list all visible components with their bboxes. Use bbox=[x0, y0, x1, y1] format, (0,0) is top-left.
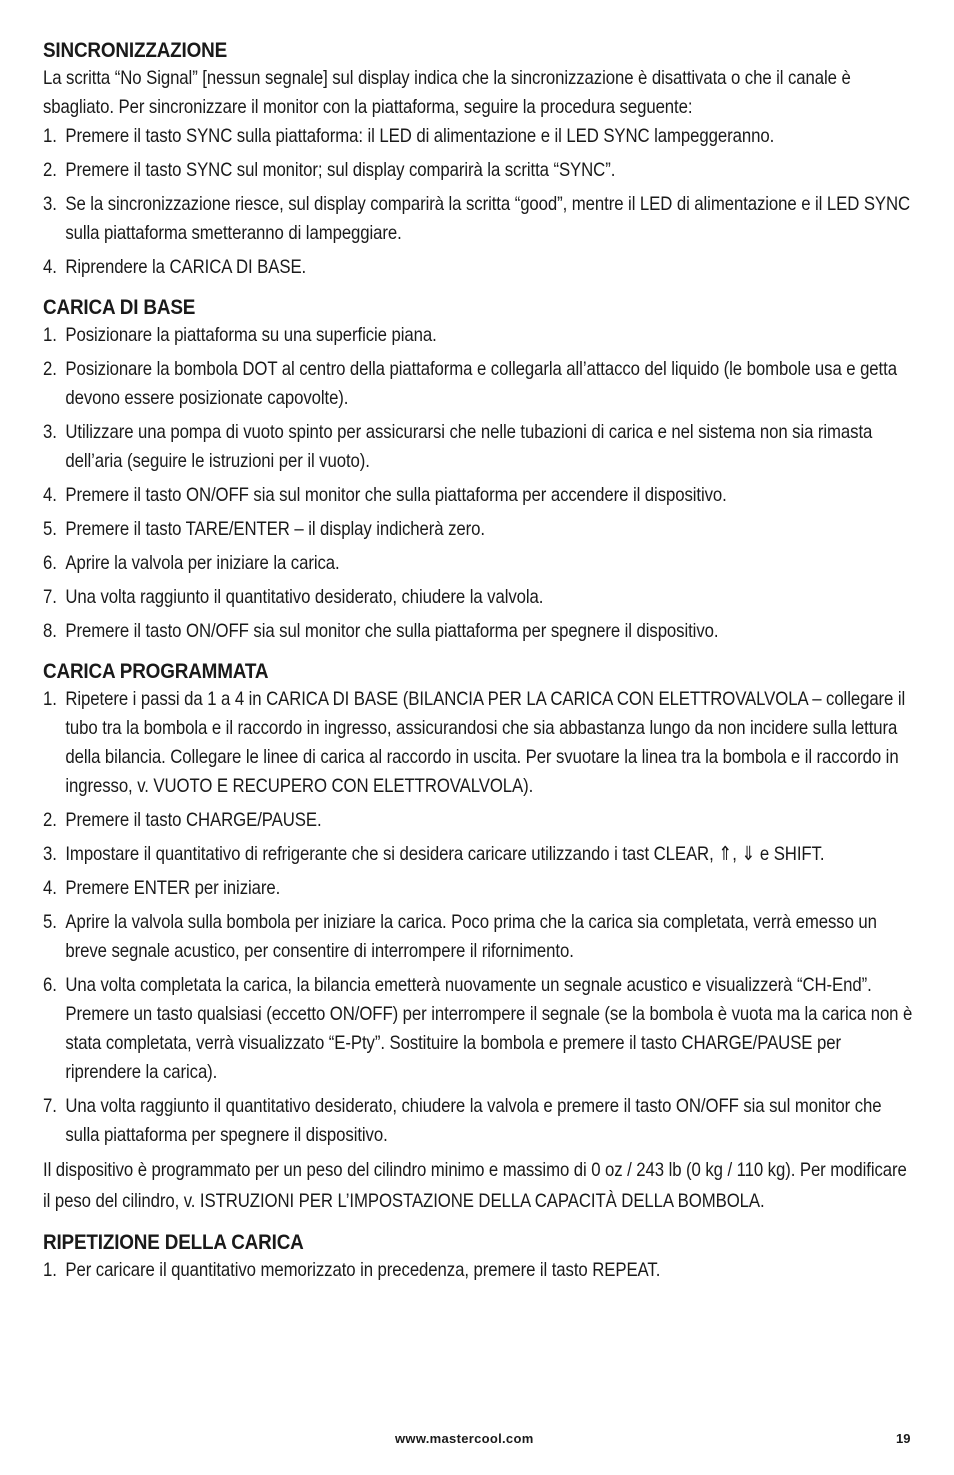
step-number: 5. bbox=[43, 911, 57, 933]
step-number: 3. bbox=[43, 843, 57, 865]
step-item bbox=[43, 806, 913, 835]
step-number: 3. bbox=[43, 193, 57, 215]
step-number: 1. bbox=[43, 324, 57, 346]
step-text: Una volta raggiunto il quantitativo desiderato, chiudere la valvola e premere il tasto ON/OFF sia sul monitor che sulla piattaforma per spegnere il dispositivo. bbox=[65, 1095, 882, 1146]
section-heading: RIPETIZIONE DELLA CARICA bbox=[43, 1231, 304, 1254]
step-item bbox=[43, 190, 913, 248]
step-text: Premere il tasto ON/OFF sia sul monitor che sulla piattaforma per spegnere il dispositivo. bbox=[65, 620, 719, 642]
steps-list bbox=[43, 685, 915, 1150]
step-number: 1. bbox=[43, 688, 57, 710]
step-text: Impostare il quantitativo di refrigerante che si desidera caricare utilizzando i tast CLEAR, ⇑, ⇓ e SHIFT. bbox=[65, 843, 825, 865]
step-item bbox=[43, 418, 913, 476]
step-text: Una volta completata la carica, la bilancia emetterà nuovamente un segnale acustico e visualizzerà “CH-End”. Premere un tasto qualsiasi (eccetto ON/OFF) per interrompere il segnale (se la bombola è vuota ma la carica non è stata completata, verrà visualizzato “E-Pty”. Sostituire la bombola e premere il tasto CHARGE/PAUSE per riprendere la carica). bbox=[65, 974, 913, 1083]
page-footer bbox=[0, 1431, 954, 1447]
footer-url: www.mastercool.com bbox=[395, 1431, 534, 1446]
step-number: 7. bbox=[43, 586, 57, 608]
step-number: 2. bbox=[43, 809, 57, 831]
section-sincronizzazione bbox=[43, 38, 915, 282]
steps-list bbox=[43, 321, 915, 646]
step-number: 5. bbox=[43, 518, 57, 540]
step-item bbox=[43, 874, 913, 903]
section-outro: Il dispositivo è programmato per un peso del cilindro minimo e massimo di 0 oz / 243 lb (0 kg / 110 kg). Per modificare il peso del cilindro, v. ISTRUZIONI PER L’IMPOSTAZIONE DELLA CAPACITÀ DELLA BOMBOLA. bbox=[43, 1159, 907, 1212]
step-text: Posizionare la piattaforma su una superficie piana. bbox=[65, 324, 437, 346]
manual-page bbox=[43, 38, 915, 1298]
step-text: Premere il tasto SYNC sulla piattaforma: il LED di alimentazione e il LED SYNC lampeggeranno. bbox=[65, 125, 775, 147]
step-number: 4. bbox=[43, 484, 57, 506]
step-text: Utilizzare una pompa di vuoto spinto per assicurarsi che nelle tubazioni di carica e nel sistema non sia rimasta dell’aria (seguire le istruzioni per il vuoto). bbox=[65, 421, 873, 472]
step-text: Premere il tasto ON/OFF sia sul monitor che sulla piattaforma per accendere il dispositivo. bbox=[65, 484, 727, 506]
step-number: 2. bbox=[43, 159, 57, 181]
step-number: 1. bbox=[43, 1259, 57, 1281]
steps-list bbox=[43, 122, 915, 282]
section-ripetizione-della-carica bbox=[43, 1230, 915, 1285]
step-text: Una volta raggiunto il quantitativo desiderato, chiudere la valvola. bbox=[65, 586, 544, 608]
step-item bbox=[43, 971, 913, 1087]
step-item bbox=[43, 840, 913, 869]
step-text: Ripetere i passi da 1 a 4 in CARICA DI BASE (BILANCIA PER LA CARICA CON ELETTROVALVOLA – collegare il tubo tra la bombola e il raccordo in ingresso, assicurandosi che sia abbastanza lungo da non incidere sulla lettura della bilancia. Collegare le linee di carica al raccordo in uscita. Per svuotare la linea tra la bombola e il raccordo in ingresso, v. VUOTO E RECUPERO CON ELETTROVALVOLA). bbox=[65, 688, 906, 797]
step-text: Se la sincronizzazione riesce, sul display comparirà la scritta “good”, mentre il LED di alimentazione e il LED SYNC sulla piattaforma smetteranno di lampeggiare. bbox=[65, 193, 911, 244]
step-number: 2. bbox=[43, 358, 57, 380]
step-number: 3. bbox=[43, 421, 57, 443]
step-item bbox=[43, 549, 913, 578]
step-item bbox=[43, 355, 913, 413]
step-text: Aprire la valvola sulla bombola per iniziare la carica. Poco prima che la carica sia completata, verrà emesso un breve segnale acustico, per consentire di interrompere il rifornimento. bbox=[65, 911, 877, 962]
step-text: Premere il tasto SYNC sul monitor; sul display comparirà la scritta “SYNC”. bbox=[65, 159, 616, 181]
step-text: Premere il tasto TARE/ENTER – il display indicherà zero. bbox=[65, 518, 485, 540]
section-carica-programmata bbox=[43, 659, 915, 1217]
step-text: Per caricare il quantitativo memorizzato in precedenza, premere il tasto REPEAT. bbox=[65, 1259, 661, 1281]
step-number: 1. bbox=[43, 125, 57, 147]
step-item bbox=[43, 617, 913, 646]
step-item bbox=[43, 583, 913, 612]
step-number: 6. bbox=[43, 552, 57, 574]
step-text: Premere il tasto CHARGE/PAUSE. bbox=[65, 809, 322, 831]
steps-list bbox=[43, 1256, 915, 1285]
step-text: Riprendere la CARICA DI BASE. bbox=[65, 256, 307, 278]
step-item bbox=[43, 122, 913, 151]
step-number: 7. bbox=[43, 1095, 57, 1117]
section-heading: SINCRONIZZAZIONE bbox=[43, 39, 228, 62]
section-intro: La scritta “No Signal” [nessun segnale] sul display indica che la sincronizzazione è disattivata o che il canale è sbagliato. Per sincronizzare il monitor con la piattaforma, seguire la procedura seguente: bbox=[43, 67, 851, 118]
step-item bbox=[43, 481, 913, 510]
section-carica-di-base bbox=[43, 295, 915, 646]
step-item bbox=[43, 1092, 913, 1150]
page-number: 19 bbox=[896, 1431, 911, 1446]
step-number: 4. bbox=[43, 256, 57, 278]
step-number: 6. bbox=[43, 974, 57, 996]
step-number: 4. bbox=[43, 877, 57, 899]
step-item bbox=[43, 321, 913, 350]
step-item bbox=[43, 685, 913, 801]
section-heading: CARICA DI BASE bbox=[43, 296, 196, 319]
step-text: Aprire la valvola per iniziare la carica. bbox=[65, 552, 340, 574]
step-item bbox=[43, 908, 913, 966]
step-item bbox=[43, 156, 913, 185]
step-item bbox=[43, 253, 913, 282]
step-number: 8. bbox=[43, 620, 57, 642]
step-text: Posizionare la bombola DOT al centro della piattaforma e collegarla all’attacco del liquido (le bombole usa e getta devono essere posizionate capovolte). bbox=[65, 358, 897, 409]
step-text: Premere ENTER per iniziare. bbox=[65, 877, 281, 899]
step-item bbox=[43, 515, 913, 544]
step-item bbox=[43, 1256, 913, 1285]
section-heading: CARICA PROGRAMMATA bbox=[43, 660, 269, 683]
